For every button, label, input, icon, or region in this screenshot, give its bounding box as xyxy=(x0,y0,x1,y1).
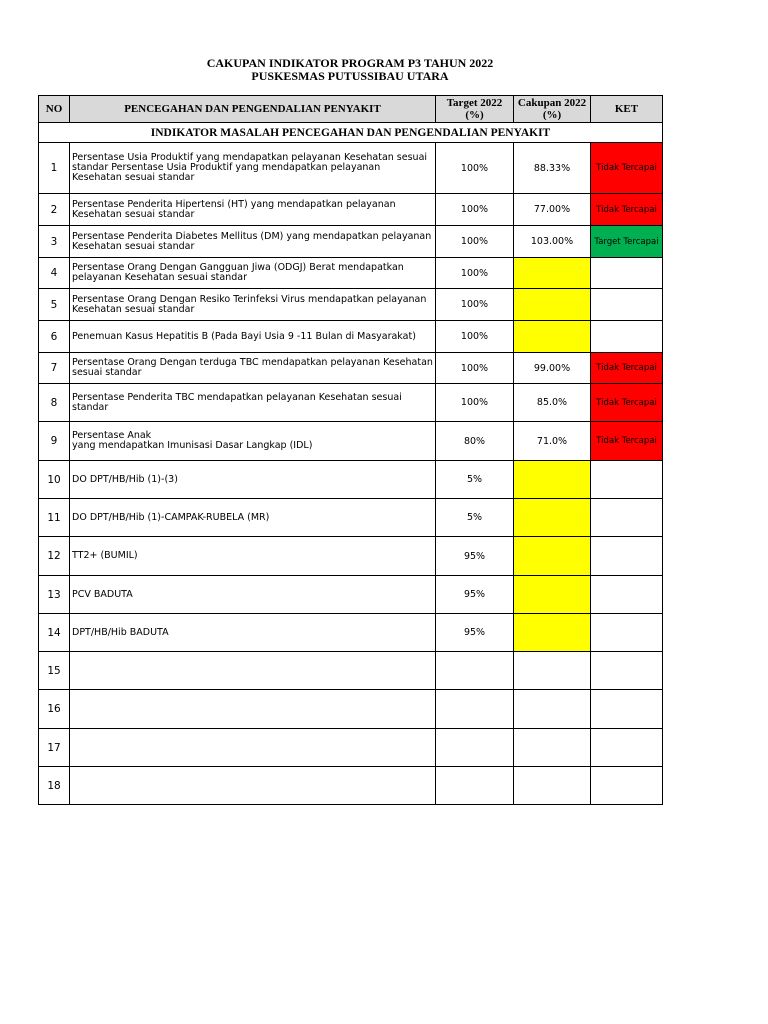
status-cell xyxy=(591,461,663,499)
coverage-cell xyxy=(514,576,591,614)
target-cell: 100% xyxy=(436,384,514,422)
table-row xyxy=(39,690,663,729)
status-cell: Tidak Tercapai xyxy=(591,353,663,384)
row-number: 16 xyxy=(39,690,70,729)
coverage-cell: 99.00% xyxy=(514,353,591,384)
row-number: 5 xyxy=(39,289,70,321)
target-cell: 5% xyxy=(436,499,514,537)
indicator-cell: Persentase Penderita Hipertensi (HT) yang mendapatkan pelayanan Kesehatan sesuai standar xyxy=(70,194,436,226)
table-row xyxy=(39,767,663,805)
coverage-cell: 77.00% xyxy=(514,194,591,226)
target-cell: 5% xyxy=(436,461,514,499)
target-cell: 100% xyxy=(436,289,514,321)
row-number: 18 xyxy=(39,767,70,805)
coverage-cell xyxy=(514,289,591,321)
indicator-cell: PCV BADUTA xyxy=(70,576,436,614)
indicator-cell: DO DPT/HB/Hib (1)-(3) xyxy=(70,461,436,499)
document-title: CAKUPAN INDIKATOR PROGRAM P3 TAHUN 2022 xyxy=(206,56,494,70)
row-number: 12 xyxy=(39,537,70,576)
indicator-table xyxy=(38,95,663,805)
coverage-cell xyxy=(514,652,591,690)
status-cell xyxy=(591,289,663,321)
target-cell: 100% xyxy=(436,194,514,226)
status-cell: Tidak Tercapai xyxy=(591,422,663,461)
table-row xyxy=(39,289,663,321)
table-row xyxy=(39,461,663,499)
row-number: 4 xyxy=(39,258,70,289)
indicator-cell: Persentase Anak yang mendapatkan Imunisasi Dasar Langkap (IDL) xyxy=(70,422,436,461)
target-cell: 100% xyxy=(436,226,514,258)
row-number: 7 xyxy=(39,353,70,384)
target-cell: 95% xyxy=(436,576,514,614)
target-cell: 100% xyxy=(436,353,514,384)
status-cell: Tidak Tercapai xyxy=(591,194,663,226)
status-cell xyxy=(591,321,663,353)
indicator-cell: Persentase Penderita TBC mendapatkan pelayanan Kesehatan sesuai standar xyxy=(70,384,436,422)
section-row xyxy=(39,123,663,143)
status-cell: Tidak Tercapai xyxy=(591,143,663,194)
header-no: NO xyxy=(39,96,70,123)
row-number: 11 xyxy=(39,499,70,537)
target-cell xyxy=(436,729,514,767)
target-cell: 100% xyxy=(436,321,514,353)
coverage-cell: 85.0% xyxy=(514,384,591,422)
coverage-cell: 103.00% xyxy=(514,226,591,258)
table-row xyxy=(39,258,663,289)
header-ket: KET xyxy=(591,96,663,123)
row-number: 1 xyxy=(39,143,70,194)
coverage-cell xyxy=(514,258,591,289)
coverage-cell xyxy=(514,461,591,499)
header-coverage: Cakupan 2022 (%) xyxy=(514,96,591,123)
table-header-row xyxy=(39,96,663,123)
row-number: 2 xyxy=(39,194,70,226)
coverage-cell xyxy=(514,729,591,767)
status-cell xyxy=(591,258,663,289)
indicator-cell: Persentase Penderita Diabetes Mellitus (DM) yang mendapatkan pelayanan Kesehatan sesuai standar xyxy=(70,226,436,258)
indicator-cell: TT2+ (BUMIL) xyxy=(70,537,436,576)
header-target: Target 2022 (%) xyxy=(436,96,514,123)
status-cell xyxy=(591,652,663,690)
status-cell xyxy=(591,614,663,652)
table-row xyxy=(39,614,663,652)
indicator-cell xyxy=(70,729,436,767)
indicator-cell xyxy=(70,767,436,805)
coverage-cell: 71.0% xyxy=(514,422,591,461)
status-cell xyxy=(591,690,663,729)
row-number: 9 xyxy=(39,422,70,461)
table-row xyxy=(39,384,663,422)
target-cell: 80% xyxy=(436,422,514,461)
indicator-cell: Penemuan Kasus Hepatitis B (Pada Bayi Usia 9 -11 Bulan di Masyarakat) xyxy=(70,321,436,353)
table-row xyxy=(39,576,663,614)
status-cell xyxy=(591,499,663,537)
row-number: 17 xyxy=(39,729,70,767)
indicator-cell: Persentase Usia Produktif yang mendapatkan pelayanan Kesehatan sesuai standar Persentase Usia Produktif yang mendapatkan pelayanan Kesehatan sesuai standar xyxy=(70,143,436,194)
row-number: 8 xyxy=(39,384,70,422)
status-cell xyxy=(591,576,663,614)
indicator-cell: DO DPT/HB/Hib (1)-CAMPAK-RUBELA (MR) xyxy=(70,499,436,537)
table-row xyxy=(39,537,663,576)
coverage-cell xyxy=(514,321,591,353)
status-cell xyxy=(591,767,663,805)
row-number: 3 xyxy=(39,226,70,258)
coverage-cell xyxy=(514,767,591,805)
table-row xyxy=(39,321,663,353)
indicator-cell xyxy=(70,690,436,729)
row-number: 15 xyxy=(39,652,70,690)
table-row xyxy=(39,652,663,690)
status-cell xyxy=(591,729,663,767)
indicator-cell xyxy=(70,652,436,690)
row-number: 14 xyxy=(39,614,70,652)
target-cell: 95% xyxy=(436,614,514,652)
target-cell xyxy=(436,690,514,729)
target-cell xyxy=(436,652,514,690)
target-cell xyxy=(436,767,514,805)
section-title: INDIKATOR MASALAH PENCEGAHAN DAN PENGENDALIAN PENYAKIT xyxy=(39,123,663,143)
coverage-cell xyxy=(514,499,591,537)
document-subtitle: PUSKESMAS PUTUSSIBAU UTARA xyxy=(251,69,449,83)
row-number: 6 xyxy=(39,321,70,353)
row-number: 13 xyxy=(39,576,70,614)
header-indicator: PENCEGAHAN DAN PENGENDALIAN PENYAKIT xyxy=(70,96,436,123)
indicator-cell: Persentase Orang Dengan Gangguan Jiwa (ODGJ) Berat mendapatkan pelayanan Kesehatan sesuai standar xyxy=(70,258,436,289)
status-cell: Tidak Tercapai xyxy=(591,384,663,422)
coverage-cell: 88.33% xyxy=(514,143,591,194)
table-row xyxy=(39,729,663,767)
coverage-cell xyxy=(514,614,591,652)
status-cell: Target Tercapai xyxy=(591,226,663,258)
target-cell: 95% xyxy=(436,537,514,576)
target-cell: 100% xyxy=(436,143,514,194)
indicator-cell: Persentase Orang Dengan Resiko Terinfeksi Virus mendapatkan pelayanan Kesehatan sesuai standar xyxy=(70,289,436,321)
table-row xyxy=(39,226,663,258)
indicator-cell: Persentase Orang Dengan terduga TBC mendapatkan pelayanan Kesehatan sesuai standar xyxy=(70,353,436,384)
table-row xyxy=(39,143,663,194)
table-row xyxy=(39,353,663,384)
indicator-cell: DPT/HB/Hib BADUTA xyxy=(70,614,436,652)
row-number: 10 xyxy=(39,461,70,499)
table-row xyxy=(39,422,663,461)
table-row xyxy=(39,194,663,226)
table-row xyxy=(39,499,663,537)
coverage-cell xyxy=(514,690,591,729)
coverage-cell xyxy=(514,537,591,576)
status-cell xyxy=(591,537,663,576)
target-cell: 100% xyxy=(436,258,514,289)
